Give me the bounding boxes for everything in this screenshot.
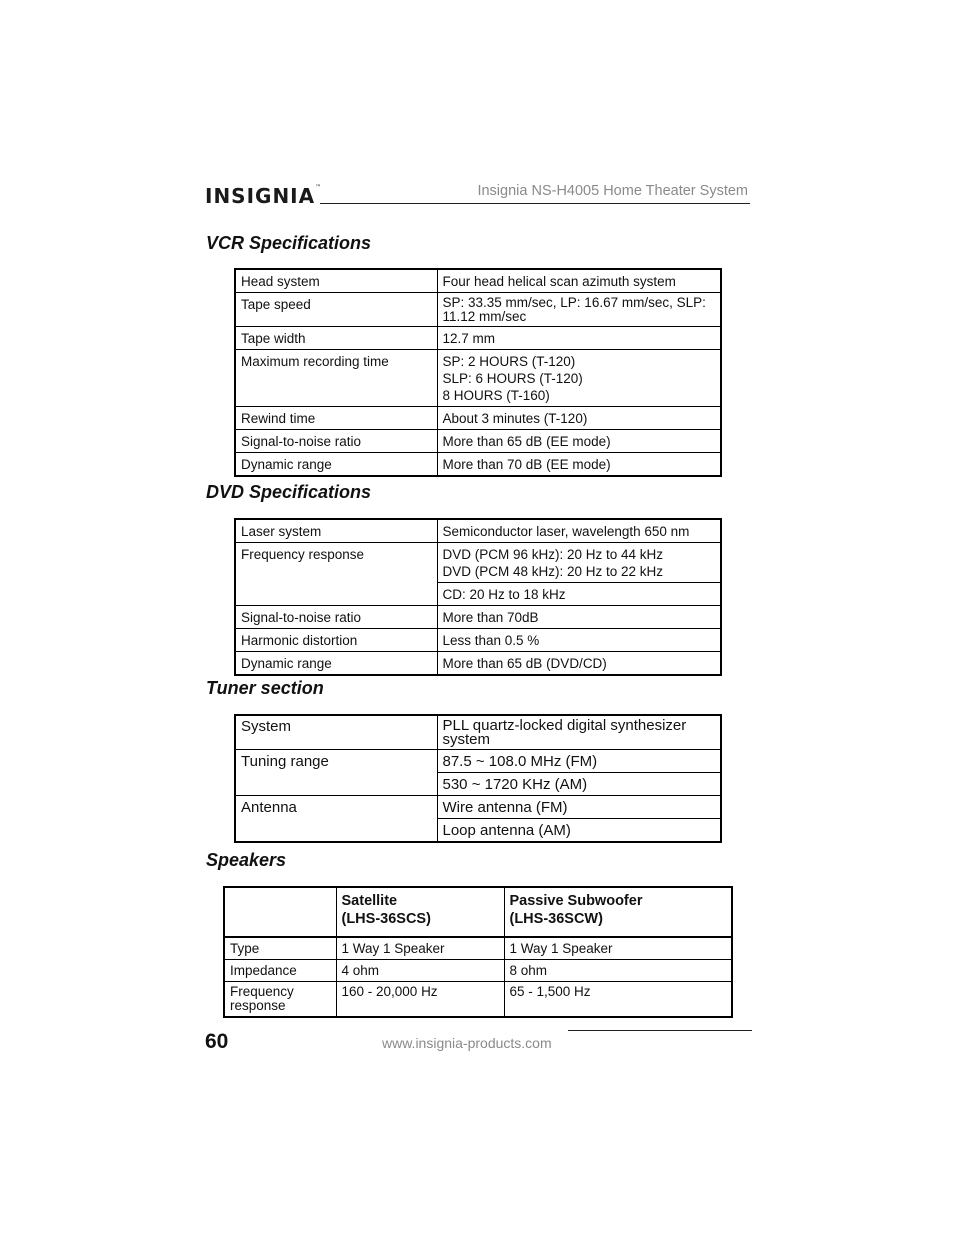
table-row xyxy=(235,269,721,293)
table-row xyxy=(235,715,721,750)
column-header-subwoofer: Passive Subwoofer (LHS-36SCW) xyxy=(504,887,732,937)
speaker-satellite-cell: 4 ohm xyxy=(336,960,504,982)
table-row xyxy=(235,606,721,629)
spec-label: Dynamic range xyxy=(235,453,437,477)
table-row xyxy=(224,982,732,1018)
table-row xyxy=(235,453,721,477)
dvd-spec-table xyxy=(234,518,722,676)
footer-divider xyxy=(568,1030,752,1031)
dvd-heading: DVD Specifications xyxy=(206,482,372,502)
footer-url: www.insignia-products.com xyxy=(382,1035,552,1051)
spec-label: Harmonic distortion xyxy=(235,629,437,652)
page-number: 60 xyxy=(205,1030,229,1053)
spec-label: Tape speed xyxy=(235,293,437,327)
table-row xyxy=(235,629,721,652)
spec-value: Four head helical scan azimuth system xyxy=(437,269,721,293)
table-row xyxy=(235,430,721,453)
spec-label: Frequency response xyxy=(235,543,437,606)
tuner-heading: Tuner section xyxy=(206,678,324,698)
tuner-spec-table xyxy=(234,714,722,843)
spec-label: Maximum recording time xyxy=(235,350,437,407)
spec-label: Head system xyxy=(235,269,437,293)
spec-label: Antenna xyxy=(235,796,437,843)
table-row xyxy=(235,652,721,676)
spec-value: More than 70 dB (EE mode) xyxy=(437,453,721,477)
table-row xyxy=(235,796,721,819)
vcr-heading: VCR Specifications xyxy=(206,233,372,253)
column-header-satellite: Satellite (LHS-36SCS) xyxy=(336,887,504,937)
spec-value: More than 65 dB (DVD/CD) xyxy=(437,652,721,676)
spec-label: Tuning range xyxy=(235,750,437,796)
spec-value: PLL quartz-locked digital synthesizer system xyxy=(437,715,721,750)
spec-value: About 3 minutes (T-120) xyxy=(437,407,721,430)
header-divider xyxy=(320,203,750,204)
spec-value: More than 70dB xyxy=(437,606,721,629)
table-row xyxy=(224,960,732,982)
spec-value: Semiconductor laser, wavelength 650 nm xyxy=(437,519,721,543)
table-row xyxy=(235,327,721,350)
table-row xyxy=(235,350,721,407)
table-row xyxy=(235,407,721,430)
spec-value: More than 65 dB (EE mode) xyxy=(437,430,721,453)
speaker-subwoofer-cell: 8 ohm xyxy=(504,960,732,982)
table-header-row xyxy=(224,887,732,937)
document-title: Insignia NS-H4005 Home Theater System xyxy=(477,183,748,199)
table-row xyxy=(235,750,721,773)
spec-value: 12.7 mm xyxy=(437,327,721,350)
column-header-empty xyxy=(224,887,336,937)
brand-logo: INSIGNIA™ xyxy=(205,184,323,208)
vcr-spec-table xyxy=(234,268,722,477)
table-row xyxy=(224,937,732,960)
spec-value: Wire antenna (FM) xyxy=(437,796,721,819)
spec-label: Rewind time xyxy=(235,407,437,430)
table-row xyxy=(235,543,721,583)
speaker-label-cell: Type xyxy=(224,937,336,960)
spec-value: Less than 0.5 % xyxy=(437,629,721,652)
speaker-subwoofer-cell: 1 Way 1 Speaker xyxy=(504,937,732,960)
spec-value: Loop antenna (AM) xyxy=(437,819,721,843)
speakers-heading: Speakers xyxy=(206,850,287,870)
table-row xyxy=(235,293,721,327)
spec-value: DVD (PCM 96 kHz): 20 Hz to 44 kHz DVD (PCM 48 kHz): 20 Hz to 22 kHz xyxy=(437,543,721,583)
speaker-satellite-cell: 160 - 20,000 Hz xyxy=(336,982,504,1018)
spec-label: Dynamic range xyxy=(235,652,437,676)
spec-label: Tape width xyxy=(235,327,437,350)
spec-value: CD: 20 Hz to 18 kHz xyxy=(437,583,721,606)
spec-value: 530 ~ 1720 KHz (AM) xyxy=(437,773,721,796)
speaker-subwoofer-cell: 65 - 1,500 Hz xyxy=(504,982,732,1018)
spec-value: 87.5 ~ 108.0 MHz (FM) xyxy=(437,750,721,773)
speaker-satellite-cell: 1 Way 1 Speaker xyxy=(336,937,504,960)
spec-label: System xyxy=(235,715,437,750)
spec-value: SP: 33.35 mm/sec, LP: 16.67 mm/sec, SLP: 11.12 mm/sec xyxy=(437,293,721,327)
spec-label: Laser system xyxy=(235,519,437,543)
speaker-label-cell: Frequency response xyxy=(224,982,336,1018)
table-row xyxy=(235,519,721,543)
spec-label: Signal-to-noise ratio xyxy=(235,606,437,629)
spec-value: SP: 2 HOURS (T-120) SLP: 6 HOURS (T-120) 8 HOURS (T-160) xyxy=(437,350,721,407)
spec-label: Signal-to-noise ratio xyxy=(235,430,437,453)
speaker-label-cell: Impedance xyxy=(224,960,336,982)
speakers-spec-table xyxy=(223,886,733,1018)
